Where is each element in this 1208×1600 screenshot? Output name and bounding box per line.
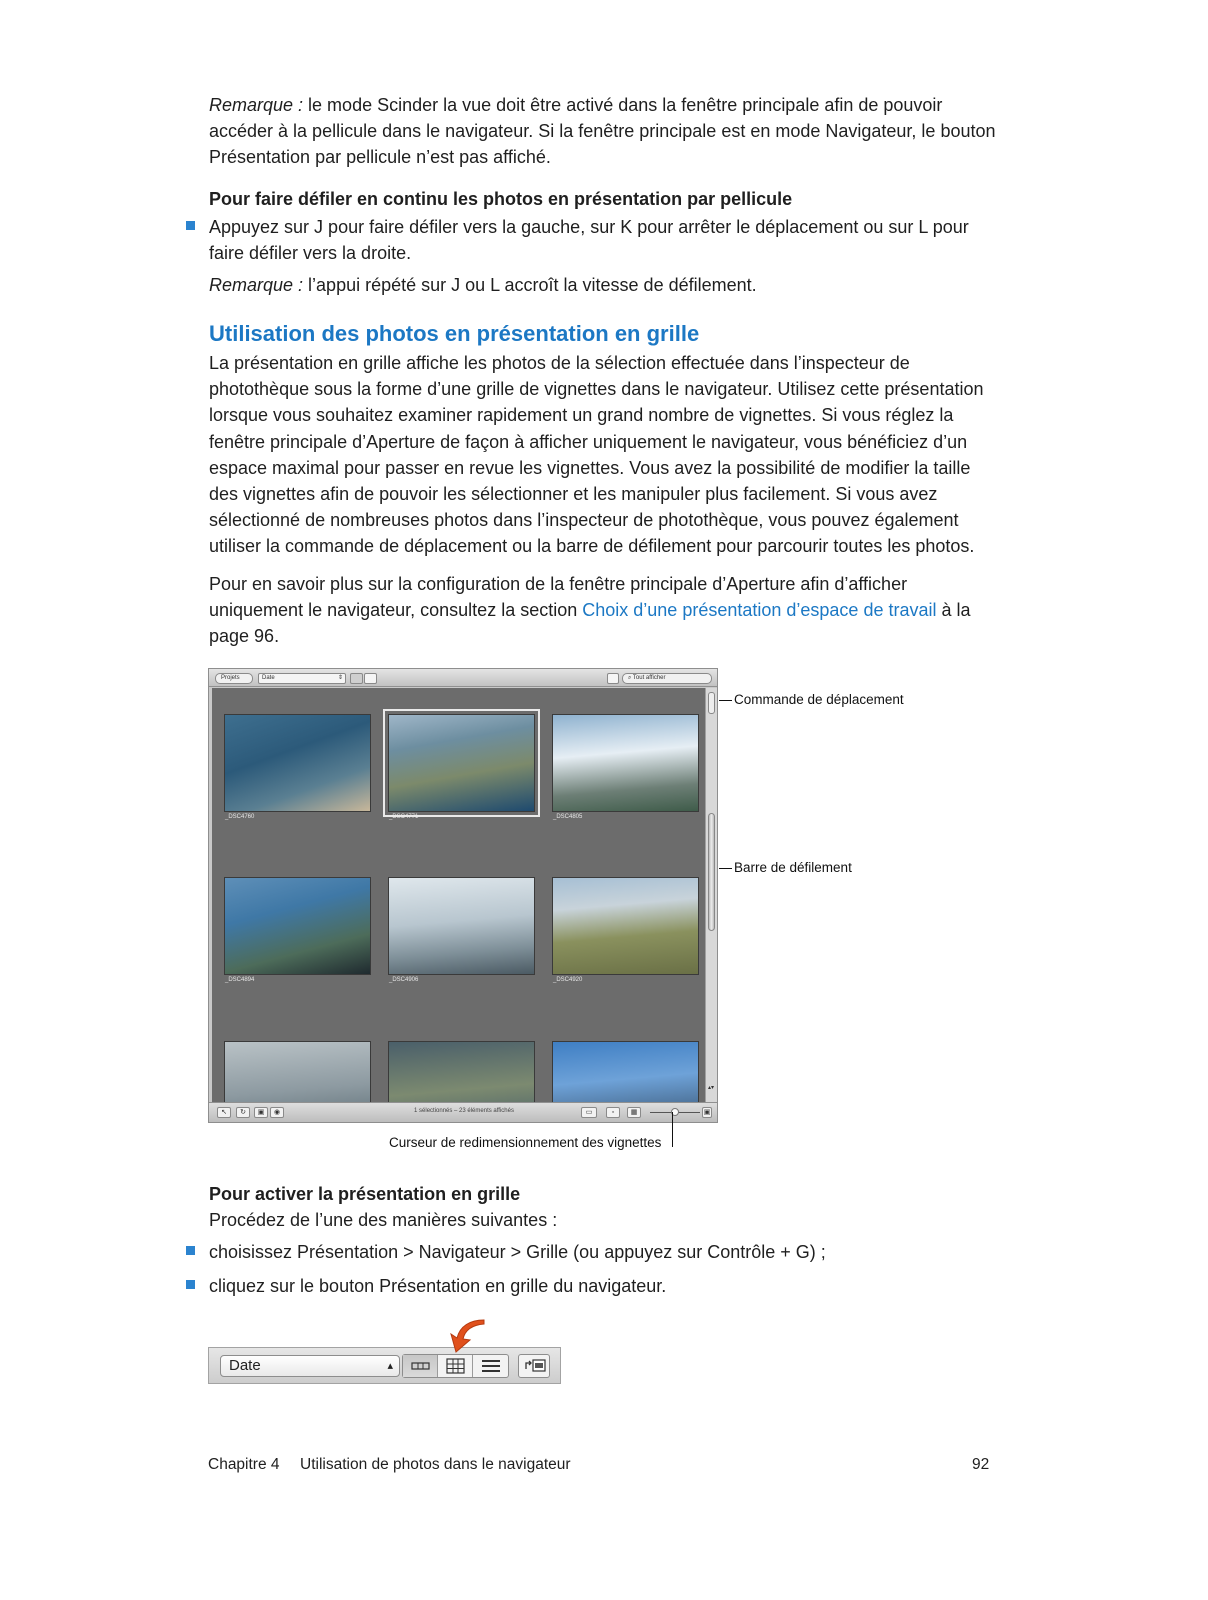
photo-thumbnail[interactable] bbox=[388, 1041, 535, 1102]
thumbnail-label: _DSC4760 bbox=[225, 814, 255, 820]
bullet-icon bbox=[186, 1246, 195, 1255]
scroll-arrows-icon[interactable]: ▴▾ bbox=[708, 1085, 715, 1091]
search-field[interactable] bbox=[622, 673, 712, 684]
note-2 bbox=[209, 272, 999, 298]
procedure-1-title: Pour faire défiler en continu les photos en présentation par pellicule bbox=[209, 189, 793, 209]
para-2-text-after: à la page 96. bbox=[209, 600, 971, 647]
procedure-1-bullet: Appuyez sur J pour faire défiler vers la gauche, sur K pour arrêter le déplacement ou sur L pour faire défiler vers la droite. bbox=[209, 217, 969, 264]
pointer-tool-icon[interactable]: ↖ bbox=[217, 1107, 231, 1118]
filmstrip-icon bbox=[403, 1355, 438, 1377]
thumbnail-label: _DSC4771 bbox=[389, 814, 419, 820]
photo-thumbnail[interactable] bbox=[224, 1041, 371, 1102]
note-1-label: Remarque : bbox=[209, 95, 304, 115]
procedure-2-bullet-1: choisissez Présentation > Navigateur > Grille (ou appuyez sur Contrôle + G) ; bbox=[209, 1242, 826, 1262]
grid-icon bbox=[438, 1355, 473, 1377]
large-thumbnail-icon: ▣ bbox=[703, 1109, 711, 1116]
filter-mini-icon[interactable] bbox=[607, 673, 619, 684]
viewer-icon[interactable]: ▦ bbox=[627, 1107, 641, 1118]
view-mode-segmented-control bbox=[402, 1354, 509, 1378]
callout-shuttle: Commande de déplacement bbox=[734, 692, 904, 707]
thumbnail-label: _DSC4920 bbox=[553, 977, 583, 983]
workspace-layout-link[interactable]: Choix d’une présentation d’espace de travail bbox=[582, 600, 937, 621]
photo-thumbnail[interactable] bbox=[552, 1041, 699, 1102]
thumbnail-label: _DSC4894 bbox=[225, 977, 255, 983]
list-view-button[interactable] bbox=[473, 1355, 508, 1377]
callout-line-scrollbar bbox=[719, 868, 732, 869]
pointer-arrow-icon bbox=[440, 1316, 490, 1356]
viewer-browser-swap-button[interactable] bbox=[518, 1354, 550, 1378]
note-1-text: le mode Scinder la vue doit être activé dans la fenêtre principale afin de pouvoir accéder à la pellicule dans le navigateur. Si la fenêtre principale est en mode Navigateur, le bouton Présentation par pellicule n’est pas affiché. bbox=[209, 95, 996, 168]
callout-line-shuttle bbox=[719, 700, 732, 701]
thumbnail-grid bbox=[212, 688, 705, 1102]
note-1 bbox=[209, 92, 999, 171]
shuttle-control[interactable] bbox=[708, 692, 715, 714]
section-paragraph-2 bbox=[209, 571, 999, 650]
procedure-2-bullet-2: cliquez sur le bouton Présentation en grille du navigateur. bbox=[209, 1276, 667, 1296]
list-view-mini-icon[interactable] bbox=[364, 673, 377, 684]
note-2-text: l’appui répété sur J ou L accroît la vitesse de défilement. bbox=[303, 275, 757, 295]
section-paragraph-1: La présentation en grille affiche les photos de la sélection effectuée dans l’inspecteur de photothèque sous la forme d’une grille de vignettes dans le navigateur. Utilisez cette présentation lorsque vous souhaitez examiner rapidement un grand nombre de vignettes. Si vous réglez la fenêtre principale d’Aperture de façon à afficher uniquement le navigateur, vous bénéficiez d’un espace maximal pour passer en revue les vignettes. Vous avez la possibilité de modifier la taille des vignettes afin de pouvoir les sélectionner et les manipuler plus facilement. Si vous avez sélectionné de nombreuses photos dans l’inspecteur de photothèque, vous pouvez également utiliser la commande de déplacement ou la barre de défilement pour parcourir toutes les photos. bbox=[209, 353, 984, 557]
photo-thumbnail[interactable] bbox=[224, 877, 371, 975]
filmstrip-view-button[interactable] bbox=[403, 1355, 438, 1377]
list-icon bbox=[473, 1355, 508, 1377]
search-icon: ⌕ bbox=[628, 675, 633, 681]
projects-button[interactable]: Projets bbox=[215, 673, 253, 684]
scrollbar-thumb[interactable] bbox=[708, 813, 715, 931]
bullet-icon bbox=[186, 1280, 195, 1289]
callout-scrollbar: Barre de défilement bbox=[734, 860, 852, 875]
photo-thumbnail[interactable] bbox=[552, 877, 699, 975]
procedure-2-title: Pour activer la présentation en grille bbox=[209, 1184, 521, 1204]
stack-tool-icon[interactable]: ▣ bbox=[254, 1107, 268, 1118]
photo-thumbnail[interactable] bbox=[388, 877, 535, 975]
callout-line-slider bbox=[672, 1112, 673, 1147]
note-2-label: Remarque : bbox=[209, 275, 304, 295]
browser-screenshot bbox=[208, 668, 718, 1123]
procedure-2-intro: Procédez de l’une des manières suivantes : bbox=[209, 1210, 558, 1230]
grid-view-mini-icon[interactable] bbox=[350, 673, 363, 684]
import-icon[interactable]: ▭ bbox=[581, 1107, 597, 1118]
browser-bottom-toolbar bbox=[209, 1102, 717, 1122]
browser-top-toolbar bbox=[209, 669, 717, 687]
rotate-tool-icon[interactable]: ↻ bbox=[236, 1107, 250, 1118]
sort-select-value: Date bbox=[262, 675, 275, 681]
section-heading: Utilisation des photos en présentation en grille bbox=[209, 321, 700, 346]
photo-thumbnail[interactable] bbox=[224, 714, 371, 812]
bullet-icon bbox=[186, 221, 195, 230]
scrollbar[interactable] bbox=[705, 688, 717, 1102]
grid-view-button[interactable] bbox=[438, 1355, 473, 1377]
thumbnail-label: _DSC4906 bbox=[389, 977, 419, 983]
callout-slider: Curseur de redimensionnement des vignettes bbox=[389, 1135, 662, 1150]
sort-popup[interactable] bbox=[220, 1355, 400, 1377]
thumbnail-label: _DSC4805 bbox=[553, 814, 583, 820]
search-placeholder: Tout afficher bbox=[632, 675, 666, 681]
page-number: 92 bbox=[972, 1456, 990, 1473]
select-arrows-icon: ⇕ bbox=[337, 675, 343, 681]
popup-arrows-icon: ▴ bbox=[387, 1360, 393, 1372]
footer-chapter: Chapitre 4 bbox=[208, 1456, 280, 1473]
photo-thumbnail[interactable] bbox=[552, 714, 699, 812]
para-2-text-before: Pour en savoir plus sur la configuration de la fenêtre principale d’Aperture afin d’afficher uniquement le navigateur, consultez la section bbox=[209, 574, 908, 621]
sort-popup-value: Date bbox=[229, 1357, 261, 1374]
lift-tool-icon[interactable]: ◉ bbox=[270, 1107, 284, 1118]
sort-select[interactable] bbox=[258, 673, 346, 684]
swap-icon bbox=[519, 1355, 551, 1377]
status-text: 1 sélectionnés – 23 éléments affichés bbox=[414, 1108, 514, 1114]
info-icon[interactable]: ▫ bbox=[606, 1107, 620, 1118]
footer-chapter-title[interactable]: Utilisation de photos dans le navigateur bbox=[300, 1456, 571, 1473]
photo-thumbnail[interactable] bbox=[388, 714, 535, 812]
